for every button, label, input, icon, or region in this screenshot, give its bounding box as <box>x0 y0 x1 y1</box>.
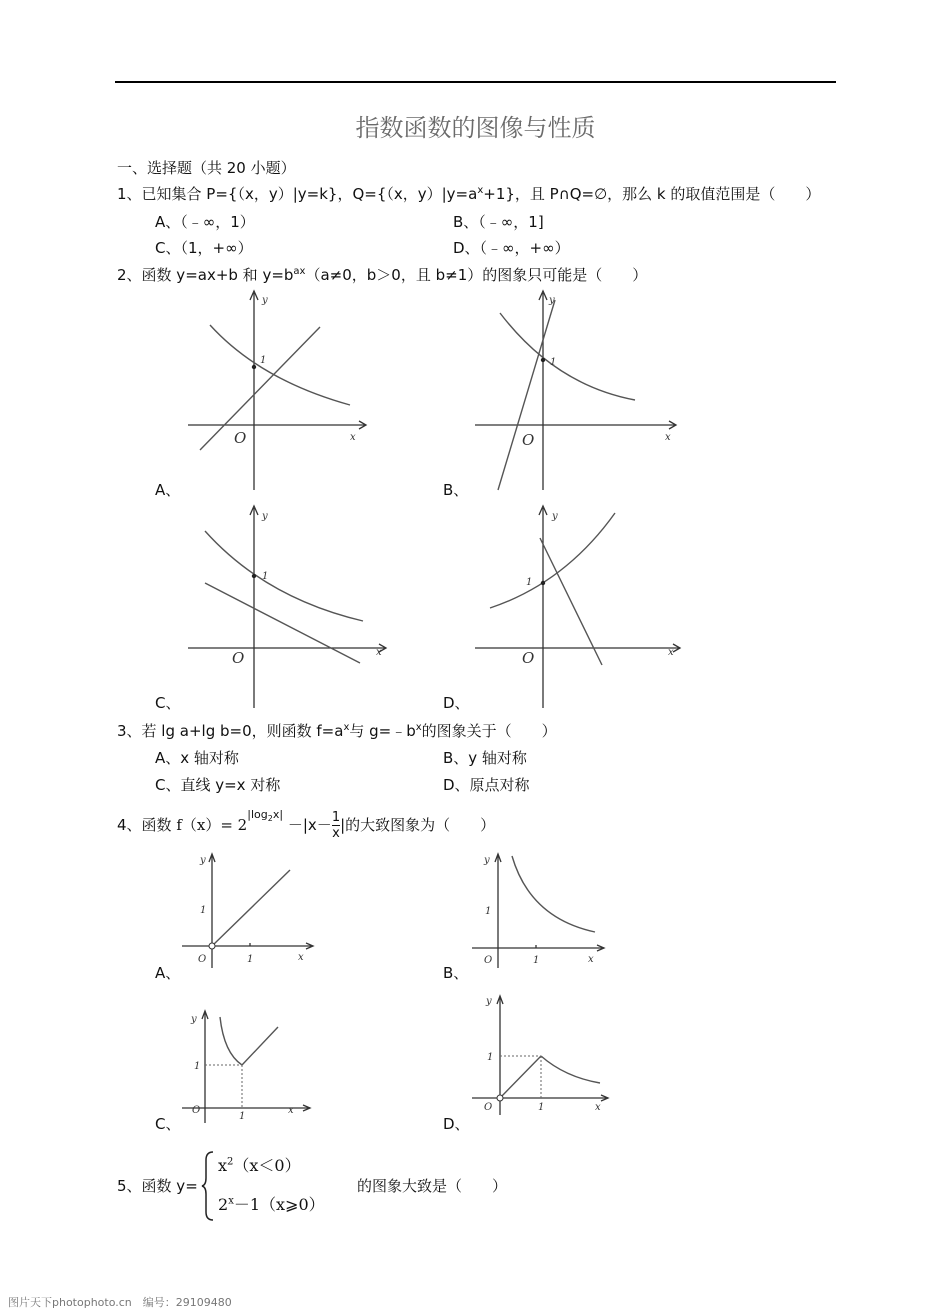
label-x: x <box>665 432 671 443</box>
label-o: O <box>484 955 493 966</box>
label-y: y <box>549 295 555 306</box>
section-heading: 一、选择题（共 20 小题） <box>117 159 296 177</box>
label-x: x <box>376 647 382 658</box>
label-y: y <box>200 855 206 866</box>
q4-option-a: A、 <box>155 964 181 982</box>
label-y: y <box>552 511 558 522</box>
label-one: 1 <box>239 1111 246 1122</box>
label-y: y <box>262 511 268 522</box>
label-one: 1 <box>247 954 254 965</box>
q2-graph-d <box>470 503 690 713</box>
question-5-suffix: 的图象大致是（ ） <box>357 1177 508 1195</box>
q4-graph-a <box>180 850 320 970</box>
q4-option-b: B、 <box>443 964 469 982</box>
question-5-prefix: 5、函数 y= <box>117 1177 198 1195</box>
label-o: O <box>232 649 245 667</box>
label-x: x <box>350 432 356 443</box>
label-one: 1 <box>262 571 269 582</box>
q2-option-b: B、 <box>443 481 469 499</box>
label-x: x <box>288 1105 294 1116</box>
label-one: 1 <box>487 1052 494 1063</box>
q3-option-a: A、x 轴对称 <box>155 749 239 767</box>
q1-option-a: A、（﹣∞，1） <box>155 213 255 231</box>
watermark: 图片天下photophoto.cn 编号：29109480 <box>8 1296 232 1309</box>
top-rule <box>115 81 836 83</box>
question-4-stem: 4、函数 $f(x)= 2^{|log_2x|} -|x-$ $\frac{1}{x}$ |的大致图象为（ ） <box>117 808 496 841</box>
label-one: 1 <box>485 906 492 917</box>
brace-icon <box>201 1150 215 1222</box>
q1-option-c: C、（1，+∞） <box>155 239 253 257</box>
label-one: 1 <box>550 357 557 368</box>
q4-graph-d <box>470 990 620 1120</box>
question-3-stem: 3、若 lg a+lg b=0，则函数 $f=a^x$与 $g=﹣b^x$的图象关于（ ） <box>117 722 557 740</box>
label-o: O <box>234 429 247 447</box>
q2-graph-b <box>470 285 690 495</box>
label-o: O <box>522 431 535 449</box>
q4-graph-b <box>470 850 610 970</box>
question-1-stem: 1、已知集合 P={（x，y）|y=k}，Q={（x，$y)|y=a^x+1$}，且 P∩Q=∅，那么 k 的取值范围是（ ） <box>117 185 821 203</box>
label-y: y <box>262 295 268 306</box>
q3-option-d: D、原点对称 <box>443 776 530 794</box>
q5-case-2: $2^x-1(x⩾0)$ <box>218 1195 325 1214</box>
q2-graph-a <box>180 285 380 495</box>
label-one: 1 <box>194 1061 201 1072</box>
label-one: 1 <box>260 355 267 366</box>
q3-option-c: C、直线 y=x 对称 <box>155 776 281 794</box>
q1-option-d: D、（﹣∞，+∞） <box>453 239 570 257</box>
label-x: x <box>595 1102 601 1113</box>
label-x: x <box>588 954 594 965</box>
label-o: O <box>198 954 207 965</box>
q2-option-c: C、 <box>155 694 181 712</box>
page-title: 指数函数的图像与性质 <box>355 114 596 142</box>
label-x: x <box>668 647 674 658</box>
label-y: y <box>486 996 492 1007</box>
label-y: y <box>484 855 490 866</box>
q1-option-b: B、（﹣∞，1] <box>453 213 544 231</box>
label-one: 1 <box>526 577 533 588</box>
question-2-stem: 2、函数 y=ax+b 和 $y=b^{ax}(a\ne 0$，b＞0，且 b≠1）的图象只可能是（ ） <box>117 266 648 284</box>
q4-graph-c <box>180 1005 320 1125</box>
q4-option-d: D、 <box>443 1115 470 1133</box>
label-o: O <box>522 649 535 667</box>
q4-option-c: C、 <box>155 1115 181 1133</box>
label-y: y <box>191 1014 197 1025</box>
q2-option-d: D、 <box>443 694 470 712</box>
q5-case-1: $x^2(x<0)$ <box>218 1156 301 1175</box>
label-one: 1 <box>533 955 540 966</box>
label-x: x <box>298 952 304 963</box>
q2-option-a: A、 <box>155 481 181 499</box>
q2-graph-c <box>180 503 390 713</box>
label-o: O <box>484 1102 493 1113</box>
label-o: O <box>192 1105 201 1116</box>
q3-option-b: B、y 轴对称 <box>443 749 527 767</box>
label-one: 1 <box>200 905 207 916</box>
label-one: 1 <box>538 1102 545 1113</box>
